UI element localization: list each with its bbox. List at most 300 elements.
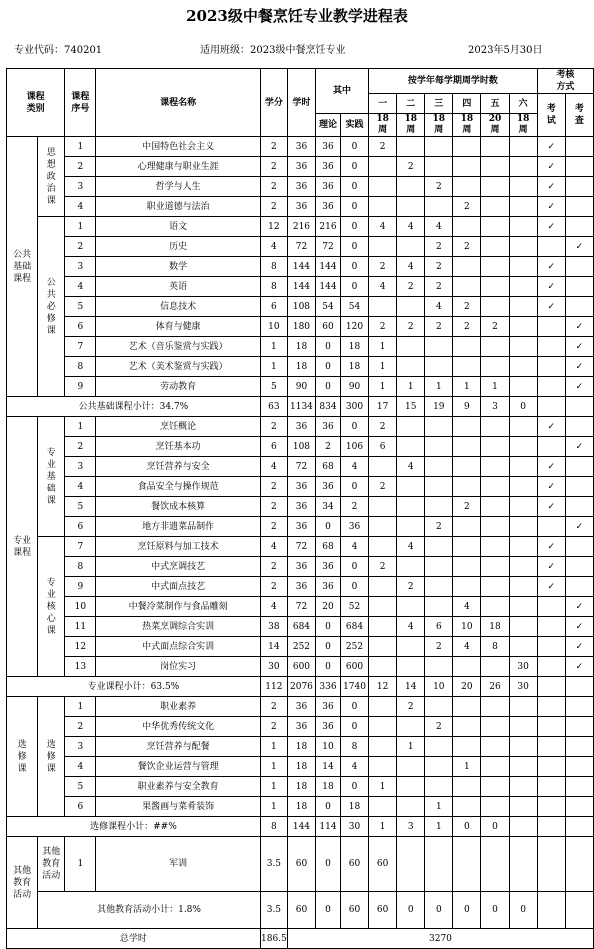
course-name: 地方非遗菜品制作 — [96, 517, 260, 537]
course-credit: 2 — [260, 497, 287, 517]
subtotal-semester-6 — [509, 817, 537, 837]
course-hours: 108 — [287, 437, 315, 457]
course-practice-hours: 0 — [340, 257, 368, 277]
table-row — [7, 457, 594, 477]
course-name: 哲学与人生 — [96, 177, 260, 197]
exam-mark — [537, 637, 565, 657]
course-credit: 4 — [260, 457, 287, 477]
table-row — [7, 177, 594, 197]
semester-hours-1 — [369, 617, 397, 637]
course-theory-hours: 54 — [316, 297, 341, 317]
course-credit: 4 — [260, 597, 287, 617]
semester-hours-2: 4 — [397, 537, 425, 557]
table-row — [7, 257, 594, 277]
semester-hours-5 — [481, 277, 509, 297]
course-seq: 3 — [65, 457, 96, 477]
semester-hours-5 — [481, 477, 509, 497]
semester-hours-1: 1 — [369, 777, 397, 797]
semester-hours-2: 2 — [397, 577, 425, 597]
subtotal-theory: 834 — [316, 397, 341, 417]
check-mark: ✓ — [565, 377, 593, 397]
semester-hours-5 — [481, 237, 509, 257]
semester-hours-6 — [509, 577, 537, 597]
semester-hours-5 — [481, 417, 509, 437]
semester-hours-3 — [425, 457, 453, 477]
subtotal-semester-6: 30 — [509, 677, 537, 697]
course-theory-hours: 72 — [316, 237, 341, 257]
subtotal-semester-2: 15 — [397, 397, 425, 417]
course-credit: 8 — [260, 277, 287, 297]
check-mark — [565, 297, 593, 317]
course-practice-hours: 18 — [340, 357, 368, 377]
semester-hours-5 — [481, 197, 509, 217]
course-credit: 38 — [260, 617, 287, 637]
course-seq: 2 — [65, 717, 96, 737]
semester-hours-6 — [509, 177, 537, 197]
semester-hours-4: 2 — [453, 317, 481, 337]
table-row — [7, 157, 594, 177]
check-mark: ✓ — [565, 617, 593, 637]
exam-mark — [537, 717, 565, 737]
course-name: 艺术（美术鉴赏与实践） — [96, 357, 260, 377]
subtotal-credit: 63 — [260, 397, 287, 417]
course-hours: 252 — [287, 637, 315, 657]
subgroup-professional-basic: 专业基础课 — [38, 417, 65, 537]
total-credit: 186.5 — [260, 929, 287, 949]
semester-hours-5 — [481, 797, 509, 817]
semester-hours-5 — [481, 577, 509, 597]
check-mark — [565, 217, 593, 237]
subtotal-semester-4: 9 — [453, 397, 481, 417]
semester-hours-3: 2 — [425, 317, 453, 337]
course-hours: 72 — [287, 237, 315, 257]
course-name: 体育与健康 — [96, 317, 260, 337]
semester-hours-3: 6 — [425, 617, 453, 637]
course-name: 艺术（音乐鉴赏与实践） — [96, 337, 260, 357]
course-name: 职业素养 — [96, 697, 260, 717]
course-practice-hours: 54 — [340, 297, 368, 317]
subtotal-semester-5: 26 — [481, 677, 509, 697]
check-mark: ✓ — [565, 317, 593, 337]
course-practice-hours: 18 — [340, 797, 368, 817]
document-date: 2023年5月30日 — [468, 45, 543, 56]
table-row — [7, 437, 594, 457]
semester-hours-5 — [481, 777, 509, 797]
semester-hours-1: 4 — [369, 277, 397, 297]
course-hours: 108 — [287, 297, 315, 317]
table-row — [7, 417, 594, 437]
course-practice-hours: 120 — [340, 317, 368, 337]
course-practice-hours: 18 — [340, 337, 368, 357]
check-mark — [565, 537, 593, 557]
course-practice-hours: 0 — [340, 157, 368, 177]
course-name: 岗位实习 — [96, 657, 260, 677]
subtotal-practice: 300 — [340, 397, 368, 417]
course-seq: 6 — [65, 797, 96, 817]
course-theory-hours: 216 — [316, 217, 341, 237]
course-seq: 4 — [65, 277, 96, 297]
exam-mark: ✓ — [537, 177, 565, 197]
course-seq: 8 — [65, 357, 96, 377]
applicable-class: 适用班级：2023级中餐烹饪专业 — [200, 45, 346, 56]
semester-hours-2 — [397, 417, 425, 437]
course-practice-hours: 0 — [340, 177, 368, 197]
semester-hours-6 — [509, 217, 537, 237]
course-theory-hours: 34 — [316, 497, 341, 517]
empty-cell — [565, 817, 593, 837]
course-credit: 2 — [260, 717, 287, 737]
semester-hours-3 — [425, 597, 453, 617]
subtotal-practice: 30 — [340, 817, 368, 837]
semester-hours-2: 4 — [397, 217, 425, 237]
course-practice-hours: 0 — [340, 577, 368, 597]
semester-hours-4 — [453, 577, 481, 597]
check-mark — [565, 477, 593, 497]
semester-hours-5 — [481, 497, 509, 517]
course-seq: 7 — [65, 337, 96, 357]
other-subtotal-row — [7, 892, 594, 929]
empty-cell — [565, 397, 593, 417]
course-name: 中国特色社会主义 — [96, 137, 260, 157]
semester-hours-6 — [509, 377, 537, 397]
semester-hours-4: 4 — [453, 597, 481, 617]
course-practice-hours: 4 — [340, 537, 368, 557]
course-theory-hours: 144 — [316, 257, 341, 277]
course-theory-hours: 0 — [316, 517, 341, 537]
exam-mark: ✓ — [537, 537, 565, 557]
semester-hours-5 — [481, 177, 509, 197]
check-mark — [565, 697, 593, 717]
course-credit: 14 — [260, 637, 287, 657]
exam-mark: ✓ — [537, 157, 565, 177]
course-name: 烹饪概论 — [96, 417, 260, 437]
course-theory-hours: 0 — [316, 837, 341, 892]
empty-cell — [537, 397, 565, 417]
course-seq: 4 — [65, 197, 96, 217]
semester-hours-1 — [369, 637, 397, 657]
semester-hours-5 — [481, 597, 509, 617]
subgroup-public-required: 公共必修课 — [38, 217, 65, 397]
course-credit: 1 — [260, 757, 287, 777]
semester-hours-3: 1 — [425, 377, 453, 397]
course-name: 数学 — [96, 257, 260, 277]
course-name: 烹饪原料与加工技术 — [96, 537, 260, 557]
semester-hours-1 — [369, 177, 397, 197]
header-exam: 考试 — [537, 94, 565, 137]
course-seq: 4 — [65, 757, 96, 777]
course-credit: 2 — [260, 557, 287, 577]
course-name: 中式烹调技艺 — [96, 557, 260, 577]
course-hours: 18 — [287, 737, 315, 757]
course-practice-hours: 0 — [340, 137, 368, 157]
table-row — [7, 577, 594, 597]
course-name: 食品安全与操作规范 — [96, 477, 260, 497]
course-seq: 1 — [65, 217, 96, 237]
semester-hours-3: 2 — [425, 177, 453, 197]
course-theory-hours: 36 — [316, 477, 341, 497]
semester-hours-2: 4 — [397, 257, 425, 277]
semester-hours-2: 4 — [397, 457, 425, 477]
semester-hours-6 — [509, 317, 537, 337]
exam-mark: ✓ — [537, 417, 565, 437]
semester-hours-3: 4 — [425, 217, 453, 237]
semester-hours-4 — [453, 257, 481, 277]
course-theory-hours: 36 — [316, 577, 341, 597]
semester-hours-1: 2 — [369, 317, 397, 337]
course-practice-hours: 4 — [340, 457, 368, 477]
course-practice-hours: 0 — [340, 197, 368, 217]
course-theory-hours: 0 — [316, 617, 341, 637]
semester-hours-2 — [397, 437, 425, 457]
semester-hours-4 — [453, 337, 481, 357]
course-hours: 36 — [287, 417, 315, 437]
course-seq: 9 — [65, 577, 96, 597]
subtotal-semester-6: 0 — [509, 397, 537, 417]
semester-hours-4 — [453, 457, 481, 477]
exam-mark: ✓ — [537, 277, 565, 297]
semester-hours-1 — [369, 797, 397, 817]
course-name: 中式面点综合实训 — [96, 637, 260, 657]
course-theory-hours: 0 — [316, 637, 341, 657]
semester-hours-1: 1 — [369, 337, 397, 357]
semester-hours-1 — [369, 737, 397, 757]
course-name: 中华优秀传统文化 — [96, 717, 260, 737]
semester-hours-5: 18 — [481, 617, 509, 637]
semester-hours-1 — [369, 537, 397, 557]
semester-hours-2 — [397, 777, 425, 797]
semester-hours-3 — [425, 157, 453, 177]
course-practice-hours: 90 — [340, 377, 368, 397]
subtotal-practice: 1740 — [340, 677, 368, 697]
exam-mark — [537, 737, 565, 757]
course-seq: 7 — [65, 537, 96, 557]
semester-hours-3 — [425, 537, 453, 557]
subtotal-semester-6: 0 — [509, 892, 537, 929]
semester-hours-3 — [425, 477, 453, 497]
course-credit: 2 — [260, 137, 287, 157]
check-mark — [565, 577, 593, 597]
check-mark: ✓ — [565, 517, 593, 537]
exam-mark: ✓ — [537, 477, 565, 497]
course-name: 历史 — [96, 237, 260, 257]
semester-hours-2 — [397, 637, 425, 657]
semester-hours-1 — [369, 577, 397, 597]
course-practice-hours: 8 — [340, 737, 368, 757]
semester-weeks-6: 18周 — [509, 114, 537, 137]
check-mark — [565, 837, 593, 892]
course-seq: 1 — [65, 837, 96, 892]
empty-cell — [565, 892, 593, 929]
semester-hours-5 — [481, 737, 509, 757]
semester-hours-4 — [453, 157, 481, 177]
course-credit: 2 — [260, 417, 287, 437]
subtotal-hours: 144 — [287, 817, 315, 837]
course-theory-hours: 2 — [316, 437, 341, 457]
course-theory-hours: 36 — [316, 557, 341, 577]
semester-hours-4 — [453, 277, 481, 297]
course-seq: 6 — [65, 517, 96, 537]
semester-hours-4: 2 — [453, 197, 481, 217]
check-mark: ✓ — [565, 337, 593, 357]
course-credit: 10 — [260, 317, 287, 337]
header-hours: 学时 — [287, 69, 315, 137]
course-theory-hours: 20 — [316, 597, 341, 617]
course-hours: 36 — [287, 717, 315, 737]
table-row — [7, 337, 594, 357]
table-row — [7, 637, 594, 657]
semester-hours-2: 4 — [397, 617, 425, 637]
check-mark — [565, 417, 593, 437]
semester-hours-6 — [509, 517, 537, 537]
course-theory-hours: 36 — [316, 177, 341, 197]
page-title: 2023级中餐烹饪专业教学进程表 — [186, 7, 408, 25]
semester-hours-4 — [453, 357, 481, 377]
semester-hours-1 — [369, 517, 397, 537]
exam-mark — [537, 377, 565, 397]
table-row — [7, 697, 594, 717]
exam-mark: ✓ — [537, 197, 565, 217]
course-practice-hours: 0 — [340, 777, 368, 797]
table-row — [7, 777, 594, 797]
header-course-name: 课程名称 — [96, 69, 260, 137]
semester-hours-6 — [509, 297, 537, 317]
header-assessment: 考核方式 — [537, 69, 593, 94]
semester-hours-6 — [509, 157, 537, 177]
semester-hours-6 — [509, 597, 537, 617]
course-seq: 3 — [65, 257, 96, 277]
course-seq: 1 — [65, 417, 96, 437]
check-mark — [565, 137, 593, 157]
course-practice-hours: 0 — [340, 277, 368, 297]
check-mark — [565, 777, 593, 797]
course-credit: 2 — [260, 197, 287, 217]
semester-hours-2: 1 — [397, 737, 425, 757]
semester-hours-1: 1 — [369, 377, 397, 397]
course-hours: 72 — [287, 597, 315, 617]
elective-subtotal-row — [7, 817, 594, 837]
semester-hours-2: 2 — [397, 157, 425, 177]
semester-hours-3 — [425, 657, 453, 677]
semester-hours-2: 2 — [397, 697, 425, 717]
course-seq: 5 — [65, 497, 96, 517]
course-hours: 36 — [287, 157, 315, 177]
exam-mark: ✓ — [537, 557, 565, 577]
table-row — [7, 557, 594, 577]
check-mark — [565, 157, 593, 177]
semester-hours-3 — [425, 837, 453, 892]
course-theory-hours: 10 — [316, 737, 341, 757]
semester-hours-3 — [425, 697, 453, 717]
semester-hours-2 — [397, 717, 425, 737]
course-name: 军训 — [96, 837, 260, 892]
group-public-basic: 公共基础课程 — [7, 137, 38, 397]
subtotal-semester-4: 20 — [453, 677, 481, 697]
empty-cell — [537, 817, 565, 837]
course-credit: 30 — [260, 657, 287, 677]
semester-hours-2 — [397, 797, 425, 817]
semester-label-2: 二 — [397, 94, 425, 114]
exam-mark: ✓ — [537, 497, 565, 517]
table-row — [7, 597, 594, 617]
course-hours: 216 — [287, 217, 315, 237]
semester-hours-4 — [453, 557, 481, 577]
semester-hours-1: 2 — [369, 257, 397, 277]
course-hours: 60 — [287, 837, 315, 892]
subtotal-credit: 112 — [260, 677, 287, 697]
check-mark — [565, 717, 593, 737]
semester-hours-6 — [509, 557, 537, 577]
semester-hours-2 — [397, 517, 425, 537]
course-theory-hours: 68 — [316, 457, 341, 477]
subtotal-semester-1: 1 — [369, 817, 397, 837]
semester-hours-6 — [509, 277, 537, 297]
course-name: 餐饮企业运营与管理 — [96, 757, 260, 777]
semester-hours-6 — [509, 637, 537, 657]
course-practice-hours: 0 — [340, 697, 368, 717]
exam-mark — [537, 597, 565, 617]
semester-hours-2 — [397, 357, 425, 377]
course-hours: 36 — [287, 497, 315, 517]
semester-hours-3 — [425, 777, 453, 797]
group-professional: 专业课程 — [7, 417, 38, 677]
course-name: 果酱画与菜肴装饰 — [96, 797, 260, 817]
exam-mark: ✓ — [537, 297, 565, 317]
course-name: 烹饪基本功 — [96, 437, 260, 457]
semester-hours-6 — [509, 717, 537, 737]
subgroup-other-activities: 其他教育活动 — [38, 837, 65, 892]
course-name: 热菜烹调综合实训 — [96, 617, 260, 637]
table-row — [7, 297, 594, 317]
check-mark — [565, 197, 593, 217]
semester-hours-6 — [509, 477, 537, 497]
semester-hours-4 — [453, 437, 481, 457]
semester-hours-2 — [397, 137, 425, 157]
semester-hours-6 — [509, 357, 537, 377]
check-mark: ✓ — [565, 657, 593, 677]
subtotal-semester-1: 12 — [369, 677, 397, 697]
course-practice-hours: 252 — [340, 637, 368, 657]
course-credit: 2 — [260, 157, 287, 177]
semester-hours-5 — [481, 257, 509, 277]
course-seq: 1 — [65, 137, 96, 157]
semester-hours-2 — [397, 597, 425, 617]
semester-hours-2 — [397, 477, 425, 497]
empty-cell — [537, 677, 565, 697]
table-row — [7, 757, 594, 777]
semester-hours-6 — [509, 457, 537, 477]
subtotal-semester-4: 0 — [453, 817, 481, 837]
course-credit: 1 — [260, 357, 287, 377]
semester-hours-1 — [369, 757, 397, 777]
course-hours: 18 — [287, 337, 315, 357]
semester-hours-5 — [481, 217, 509, 237]
course-theory-hours: 0 — [316, 357, 341, 377]
semester-hours-2 — [397, 557, 425, 577]
exam-mark: ✓ — [537, 217, 565, 237]
check-mark — [565, 557, 593, 577]
semester-hours-4: 2 — [453, 237, 481, 257]
course-hours: 90 — [287, 377, 315, 397]
course-theory-hours: 36 — [316, 697, 341, 717]
semester-hours-4 — [453, 657, 481, 677]
check-mark: ✓ — [565, 237, 593, 257]
semester-hours-6 — [509, 777, 537, 797]
header-practice: 实践 — [340, 114, 368, 137]
semester-hours-4: 1 — [453, 377, 481, 397]
semester-hours-6 — [509, 697, 537, 717]
semester-label-1: 一 — [369, 94, 397, 114]
course-seq: 2 — [65, 437, 96, 457]
